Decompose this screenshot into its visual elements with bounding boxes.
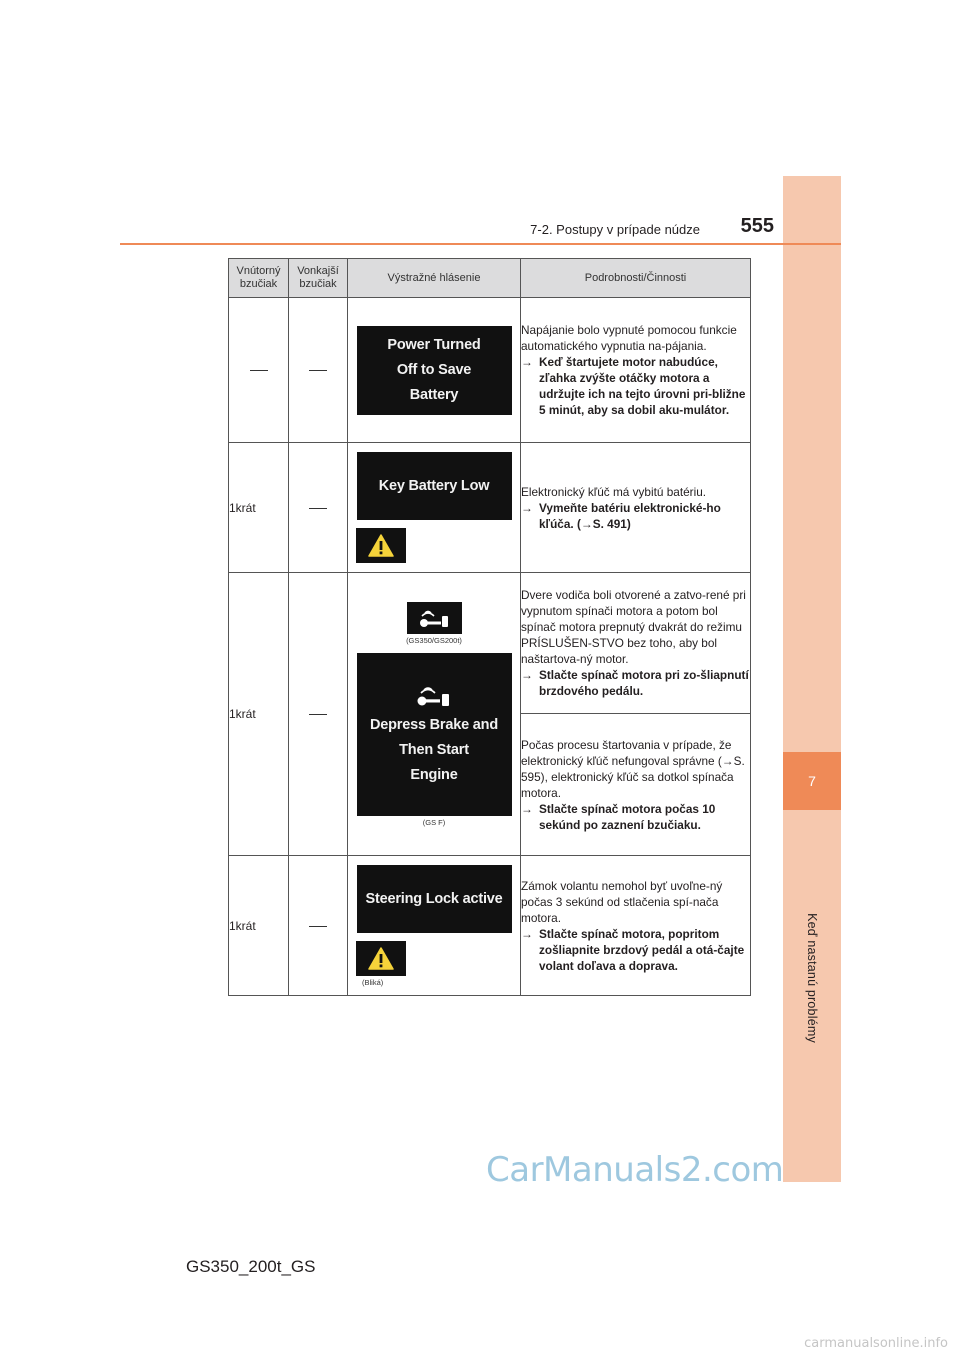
table-row	[229, 443, 751, 573]
blink-caption: (Bliká)	[362, 977, 384, 987]
display-message: Steering Lock active	[357, 865, 512, 933]
message-cell	[348, 573, 521, 856]
details-cell	[521, 573, 751, 714]
action-item: → Vymeňte batériu elektronické-ho kľúča. (→S. 491)	[521, 500, 721, 531]
dash-mark	[309, 926, 327, 927]
inner-buzzer-cell: 1krát	[229, 856, 289, 996]
warning-table	[228, 258, 751, 996]
header-outer-buzzer: Vonkajší bzučiak	[289, 259, 348, 298]
action-item: → Keď štartujete motor nabudúce, zľahka zvýšte otáčky motora a udržujte ich na tejto úrovni pri-bližne 5 minút, aby sa dobil aku-mulátor.	[521, 355, 746, 417]
details-cell	[521, 298, 751, 443]
action-item: → Stlačte spínač motora pri zo-šliapnutí brzdového pedálu.	[521, 668, 749, 698]
key-icon-display	[407, 602, 462, 634]
arrow-right-icon: →	[521, 668, 533, 682]
warning-triangle-icon	[356, 528, 406, 563]
details-text: Elektronický kľúč má vybitú batériu.	[521, 484, 707, 499]
outer-buzzer-cell	[289, 443, 348, 573]
display-message: Key Battery Low	[357, 452, 512, 520]
variant-caption: (GS350/GS200t)	[406, 635, 462, 645]
details-text: Počas procesu štartovania v prípade, že elektronický kľúč nefungoval správne (→S. 595), elektronický kľúč sa dotkol spínača motora.	[521, 737, 745, 800]
message-cell	[348, 856, 521, 996]
page-number: 555	[740, 215, 774, 237]
watermark-bottom: carmanualsonline.info	[804, 1336, 948, 1351]
chapter-number: 7	[783, 752, 841, 810]
message-cell	[348, 443, 521, 573]
display-message: Depress Brake and Then Start Engine	[357, 653, 512, 816]
outer-buzzer-cell	[289, 856, 348, 996]
action-item: → Stlačte spínač motora počas 10 sekúnd po zaznení bzučiaku.	[521, 801, 716, 832]
header-details: Podrobnosti/Činnosti	[521, 259, 751, 298]
variant-caption: (GS F)	[422, 817, 446, 827]
header-message: Výstražné hlásenie	[348, 259, 521, 298]
watermark-logo: CarManuals2.com	[486, 1150, 784, 1190]
dash-mark	[309, 370, 327, 371]
display-message: Power Turned Off to Save Battery	[357, 326, 512, 415]
inner-buzzer-cell: 1krát	[229, 443, 289, 573]
details-cell	[521, 714, 751, 856]
message-cell	[348, 298, 521, 443]
header-inner-buzzer: Vnútorný bzučiak	[229, 259, 289, 298]
key-icon	[418, 607, 452, 629]
key-icon	[415, 683, 453, 707]
action-item: → Stlačte spínač motora, popritom zošliapnite brzdový pedál a otá-čajte volant doľava a doprava.	[521, 926, 745, 973]
outer-buzzer-cell	[289, 298, 348, 443]
details-text: Dvere vodiča boli otvorené a zatvo-rené pri vypnutom spínači motora a potom bol spínač motora prepnutý dvakrát do režimu PRÍSLUŠEN-STVO bez toho, aby bol naštartova-ný motor.	[521, 588, 746, 666]
dash-mark	[309, 508, 327, 509]
dash-mark	[309, 714, 327, 715]
inner-buzzer-cell: 1krát	[229, 573, 289, 856]
footer-model-code: GS350_200t_GS	[186, 1257, 316, 1276]
details-cell	[521, 443, 751, 573]
arrow-right-icon: →	[521, 801, 533, 816]
table-row	[229, 573, 751, 714]
header-divider	[120, 243, 841, 245]
table-row	[229, 298, 751, 443]
details-text: Napájanie bolo vypnuté pomocou funkcie automatického vypnutia na-pájania.	[521, 323, 737, 353]
table-row	[229, 856, 751, 996]
arrow-right-icon: →	[521, 500, 533, 515]
section-title: 7-2. Postupy v prípade núdze	[530, 222, 700, 237]
details-text: Zámok volantu nemohol byť uvoľne-ný počas 3 sekúnd od stlačenia spí-nača motora.	[521, 878, 723, 925]
inner-buzzer-cell	[229, 298, 289, 443]
arrow-right-icon: →	[521, 355, 533, 369]
dash-mark	[250, 370, 268, 371]
arrow-right-icon: →	[521, 926, 533, 941]
details-cell	[521, 856, 751, 996]
warning-triangle-icon	[356, 941, 406, 976]
outer-buzzer-cell	[289, 573, 348, 856]
table-header-row	[229, 259, 751, 298]
